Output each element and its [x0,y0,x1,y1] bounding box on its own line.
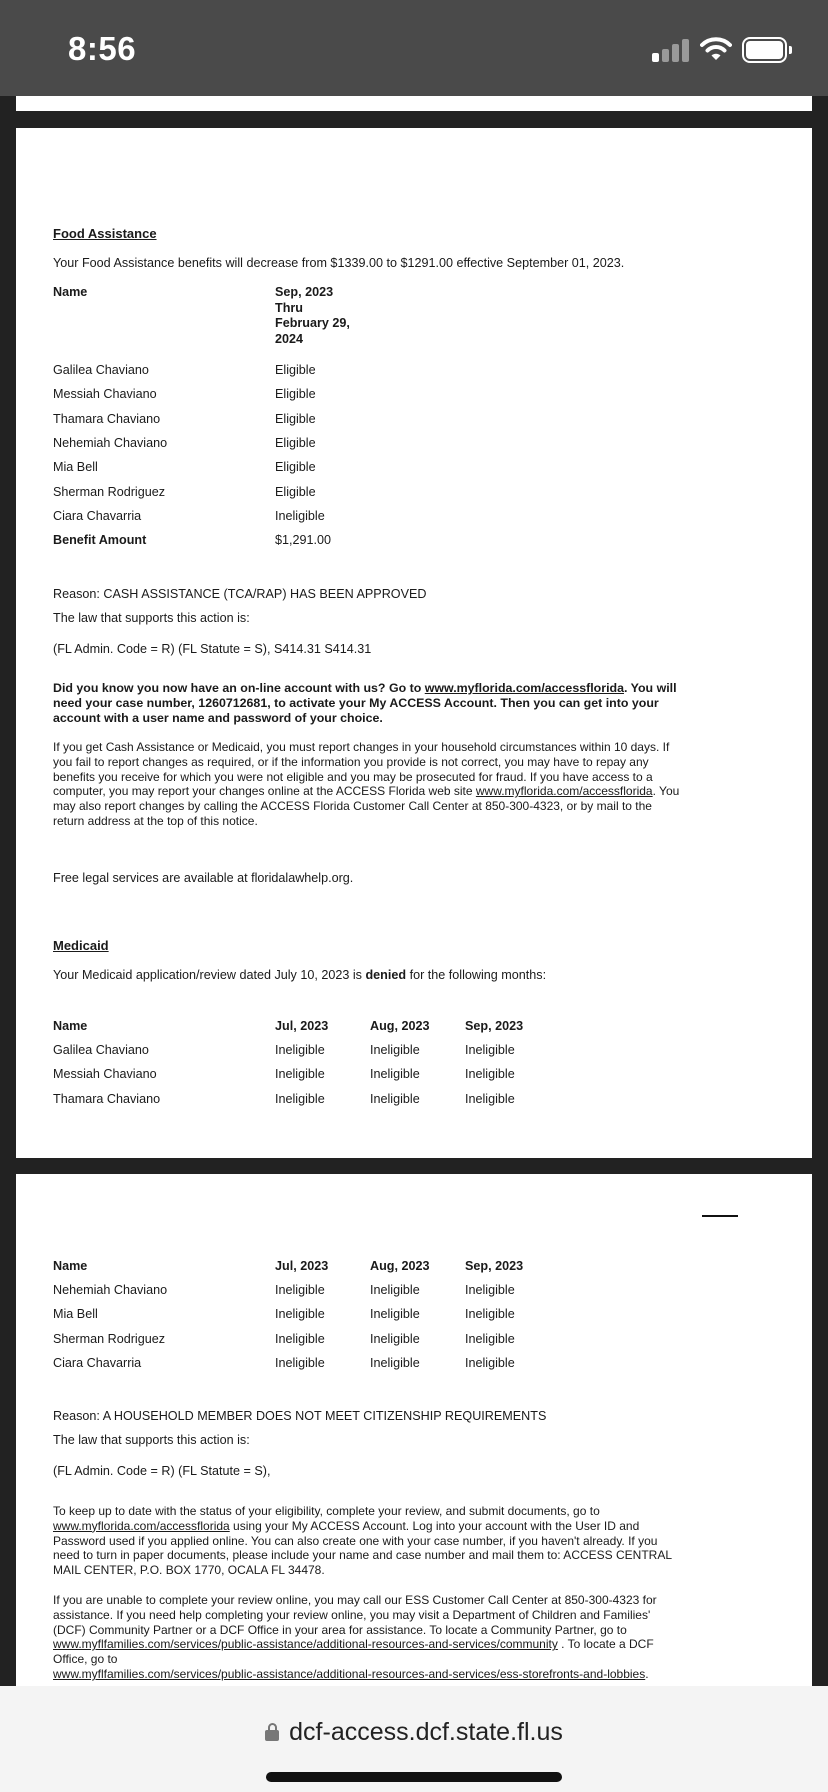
benefit-amount-label: Benefit Amount [53,533,147,547]
table-row-status: Ineligible [370,1283,420,1297]
table-row-name: Nehemiah Chaviano [53,436,168,450]
table-row-status: Ineligible [275,1092,325,1106]
table-row-status: Eligible [275,436,316,450]
table-row-name: Messiah Chaviano [53,1067,157,1081]
column-header-month: Sep, 2023 [465,1019,524,1033]
column-header-name: Name [53,1019,88,1033]
food-assistance-heading: Food Assistance [53,226,157,241]
lock-icon [265,1723,279,1741]
table-row-name: Thamara Chaviano [53,1092,161,1106]
table-row-status: Ineligible [465,1283,515,1297]
table-row-status: Ineligible [370,1356,420,1370]
browser-bottom-bar [0,1686,828,1792]
column-header-month: Sep, 2023 [465,1259,524,1273]
table-row-status: Eligible [275,412,316,426]
home-indicator[interactable] [266,1772,562,1782]
accessflorida-link[interactable]: www.myflorida.com/accessflorida [424,681,624,695]
medicaid-heading: Medicaid [53,938,109,953]
law-label: The law that supports this action is: [53,611,250,625]
table-row-status: Ineligible [465,1092,515,1106]
dcf-office-link[interactable]: www.myflfamilies.com/services/public-assistance/additional-resources-and-services/ess-storefronts-and-lobbies [53,1666,646,1681]
table-row-status: Ineligible [275,1332,325,1346]
table-row-status: Ineligible [275,509,325,523]
table-row-name: Ciara Chavarria [53,1356,142,1370]
address-bar[interactable] [0,1718,828,1747]
table-row-status: Eligible [275,460,316,474]
wifi-icon [700,36,732,62]
table-row-status: Ineligible [275,1356,325,1370]
table-row-status: Ineligible [370,1332,420,1346]
legal-services-notice: Free legal services are available at floridalawhelp.org. [53,871,354,885]
table-row-status: Ineligible [370,1067,420,1081]
document-page [16,1174,812,1686]
review-info-notice: To keep up to date with the status of your eligibility, complete your review, and submit documents, go to www.myflorida.com/accessflorida using your My ACCESS Account. Log into your account with the User ID and Password used if you applied online. You can also create one with your case number, if you haven't already. If you need to turn in paper documents, please include your name and case number and mail them to: ACCESS CENTRAL MAIL CENTER, P.O. BOX 1770, OCALA FL 34478. [53,1504,673,1578]
table-row-name: Mia Bell [53,460,98,474]
table-row-name: Sherman Rodriguez [53,485,166,499]
table-row-name: Messiah Chaviano [53,387,157,401]
column-header-month: Jul, 2023 [275,1259,329,1273]
previous-page-edge [16,96,812,111]
table-row-status: Eligible [275,363,316,377]
report-changes-notice: If you get Cash Assistance or Medicaid, you must report changes in your household circumstances within 10 days. If you fail to report changes as required, or if the information you provide is not correct, you may have to repay any benefits you receive for which you were not eligible and you may be prosecuted for fraud. If you have access to a computer, you may report your changes online at the ACCESS Florida web site www.myflorida.com/accessflorida. You may also report changes by calling the ACCESS Florida Customer Call Center at 850-300-4323, or by mail to the return address at the top of this notice. [53,740,680,828]
column-header-month: Aug, 2023 [370,1019,430,1033]
table-row-name: Mia Bell [53,1307,98,1321]
medicaid-reason: Reason: A HOUSEHOLD MEMBER DOES NOT MEET CITIZENSHIP REQUIREMENTS [53,1409,547,1423]
call-center-notice: If you are unable to complete your review online, you may call our ESS Customer Call Center at 850-300-4323 for assistance. If you need help completing your review online, you may visit a Department of Children and Families' (DCF) Community Partner or a DCF Office in your area for assistance. To locate a Community Partner, go to www.myflfamilies.com/services/public-assistance/additional-resources-and-services/community . To locate a DCF Office, go to www.myflfamilies.com/services/public-assistance/additional-resources-and-services/ess-storefronts-and-lobbies. [53,1593,657,1681]
table-row-status: Ineligible [275,1283,325,1297]
page-mark [702,1215,738,1217]
community-partner-link[interactable]: www.myflfamilies.com/services/public-assistance/additional-resources-and-services/community [53,1637,558,1652]
table-row-status: Ineligible [465,1332,515,1346]
battery-icon [742,37,792,63]
table-row-name: Galilea Chaviano [53,1043,149,1057]
column-header-period: Sep, 2023 Thru February 29, 2024 [275,285,350,346]
law-text: (FL Admin. Code = R) (FL Statute = S), S414.31 S414.31 [53,642,372,656]
column-header-month: Jul, 2023 [275,1019,329,1033]
table-row-status: Eligible [275,485,316,499]
benefit-amount-value: $1,291.00 [275,533,332,547]
table-row-status: Ineligible [275,1067,325,1081]
url-text: dcf-access.dcf.state.fl.us [289,1718,563,1746]
status-bar [0,0,828,96]
table-row-status: Ineligible [465,1067,515,1081]
medicaid-intro: Your Medicaid application/review dated July 10, 2023 is denied for the following months: [53,968,547,982]
table-row-status: Ineligible [370,1043,420,1057]
table-row-name: Sherman Rodriguez [53,1332,166,1346]
document-page [16,128,812,1158]
table-row-name: Ciara Chavarria [53,509,142,523]
signal-icon [652,38,692,62]
table-row-name: Nehemiah Chaviano [53,1283,168,1297]
table-row-name: Thamara Chaviano [53,412,161,426]
online-account-notice: Did you know you now have an on-line account with us? Go to www.myflorida.com/accessflorida. You will need your case number, 1260712681, to activate your My ACCESS Account. Then you can get into your account with a user name and password of your choice. [53,681,677,725]
table-row-status: Eligible [275,387,316,401]
table-row-name: Galilea Chaviano [53,363,149,377]
law-text: (FL Admin. Code = R) (FL Statute = S), [53,1464,271,1478]
food-reason: Reason: CASH ASSISTANCE (TCA/RAP) HAS BEEN APPROVED [53,587,427,601]
table-row-status: Ineligible [275,1043,325,1057]
table-row-status: Ineligible [370,1307,420,1321]
table-row-status: Ineligible [370,1092,420,1106]
column-header-name: Name [53,1259,88,1273]
column-header-name: Name [53,285,88,299]
law-label: The law that supports this action is: [53,1433,250,1447]
table-row-status: Ineligible [465,1043,515,1057]
table-row-status: Ineligible [465,1356,515,1370]
accessflorida-link[interactable]: www.myflorida.com/accessflorida [475,784,653,799]
status-time: 8:56 [68,30,137,67]
table-row-status: Ineligible [275,1307,325,1321]
table-row-status: Ineligible [465,1307,515,1321]
document-viewer[interactable] [0,96,828,1686]
food-assistance-intro: Your Food Assistance benefits will decrease from $1339.00 to $1291.00 effective September 01, 2023. [53,256,625,270]
accessflorida-link[interactable]: www.myflorida.com/accessflorida [53,1518,230,1533]
column-header-month: Aug, 2023 [370,1259,430,1273]
